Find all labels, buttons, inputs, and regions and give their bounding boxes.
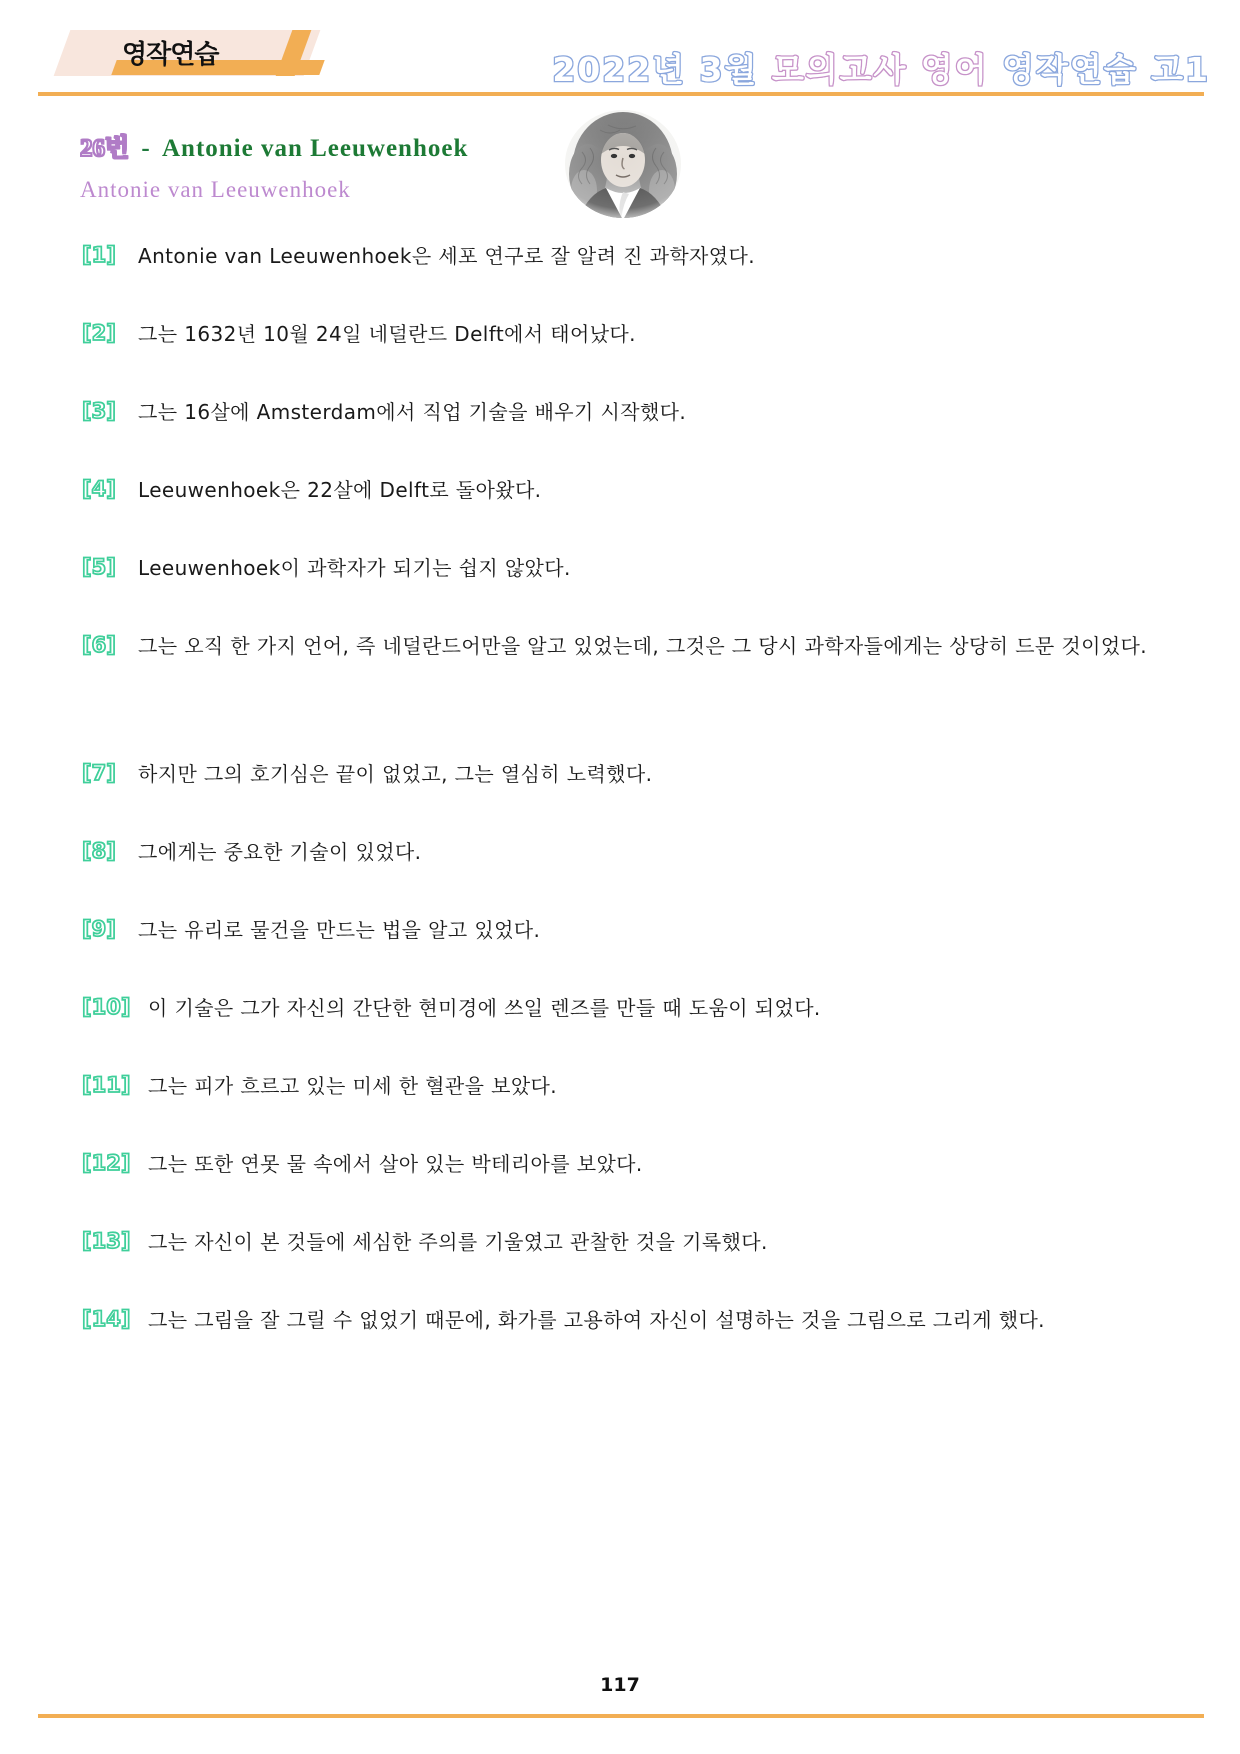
sentence-text: 그는 그림을 잘 그릴 수 없었기 때문에, 화가를 고용하여 자신이 설명하는 것을 그림으로 그리게 했다. xyxy=(148,1308,1045,1332)
heading-dash: - xyxy=(141,135,150,162)
sentence-number: [6] xyxy=(82,633,116,657)
header-title xyxy=(552,44,1210,91)
sentence-number: [9] xyxy=(82,917,116,941)
header-title-part-1: 2022년 3월 xyxy=(552,50,759,89)
footer-divider-rule xyxy=(38,1714,1204,1718)
sentence-row xyxy=(82,995,1192,1073)
section-badge xyxy=(62,30,332,82)
sentence-number: [11] xyxy=(82,1073,131,1097)
subject-subtitle: Antonie van Leeuwenhoek xyxy=(80,177,351,202)
sentence-text: 그는 자신이 본 것들에 세심한 주의를 기울였고 관찰한 것을 기록했다. xyxy=(148,1230,768,1254)
sentence-row xyxy=(82,1151,1192,1229)
subject-title: Antonie van Leeuwenhoek xyxy=(161,135,469,162)
sentence-row xyxy=(82,1073,1192,1151)
sentence-text: 이 기술은 그가 자신의 간단한 현미경에 쓰일 렌즈를 만들 때 도움이 되었다. xyxy=(148,996,821,1020)
sentence-list xyxy=(82,243,1192,1385)
header-title-part-3: 영작연습 고1 xyxy=(1002,50,1210,89)
sentence-text: 그는 1632년 10월 24일 네덜란드 Delft에서 태어났다. xyxy=(138,322,636,346)
sentence-row xyxy=(82,633,1192,761)
page-header xyxy=(0,0,1240,100)
sentence-row xyxy=(82,555,1192,633)
portrait-image xyxy=(548,108,698,220)
sentence-number: [3] xyxy=(82,399,116,423)
sentence-text: 그는 유리로 물건을 만드는 법을 알고 있었다. xyxy=(138,918,541,942)
sentence-row xyxy=(82,321,1192,399)
sentence-row xyxy=(82,761,1192,839)
sentence-row xyxy=(82,1307,1192,1385)
sentence-text: 그는 피가 흐르고 있는 미세 한 혈관을 보았다. xyxy=(148,1074,558,1098)
question-number: 26번 xyxy=(80,135,130,162)
sentence-row xyxy=(82,839,1192,917)
sentence-text: 그는 또한 연못 물 속에서 살아 있는 박테리아를 보았다. xyxy=(148,1152,643,1176)
subject-heading xyxy=(80,128,468,164)
sentence-row xyxy=(82,1229,1192,1307)
sentence-row xyxy=(82,917,1192,995)
sentence-number: [8] xyxy=(82,839,116,863)
sentence-number: [1] xyxy=(82,243,116,267)
sentence-text: 하지만 그의 호기심은 끝이 없었고, 그는 열심히 노력했다. xyxy=(138,762,653,786)
sentence-text: Leeuwenhoek은 22살에 Delft로 돌아왔다. xyxy=(138,478,542,502)
sentence-number: [13] xyxy=(82,1229,131,1253)
sentence-number: [2] xyxy=(82,321,116,345)
header-title-part-2: 모의고사 영어 xyxy=(771,50,989,89)
leeuwenhoek-portrait-icon xyxy=(548,108,698,220)
page-number: 117 xyxy=(600,1674,640,1696)
header-divider-rule xyxy=(38,92,1204,96)
sentence-number: [10] xyxy=(82,995,131,1019)
sentence-row xyxy=(82,243,1192,321)
sentence-text: Antonie van Leeuwenhoek은 세포 연구로 잘 알려 진 과학자였다. xyxy=(138,244,755,268)
badge-label: 영작연습 xyxy=(122,40,219,70)
sentence-row xyxy=(82,399,1192,477)
sentence-text: 그에게는 중요한 기술이 있었다. xyxy=(138,840,422,864)
sentence-number: [7] xyxy=(82,761,116,785)
sentence-number: [5] xyxy=(82,555,116,579)
sentence-number: [14] xyxy=(82,1307,131,1331)
sentence-text: Leeuwenhoek이 과학자가 되기는 쉽지 않았다. xyxy=(138,556,571,580)
sentence-text: 그는 오직 한 가지 언어, 즉 네덜란드어만을 알고 있었는데, 그것은 그 당시 과학자들에게는 상당히 드문 것이었다. xyxy=(138,634,1148,658)
sentence-number: [4] xyxy=(82,477,116,501)
sentence-row xyxy=(82,477,1192,555)
sentence-number: [12] xyxy=(82,1151,131,1175)
sentence-text: 그는 16살에 Amsterdam에서 직업 기술을 배우기 시작했다. xyxy=(138,400,687,424)
